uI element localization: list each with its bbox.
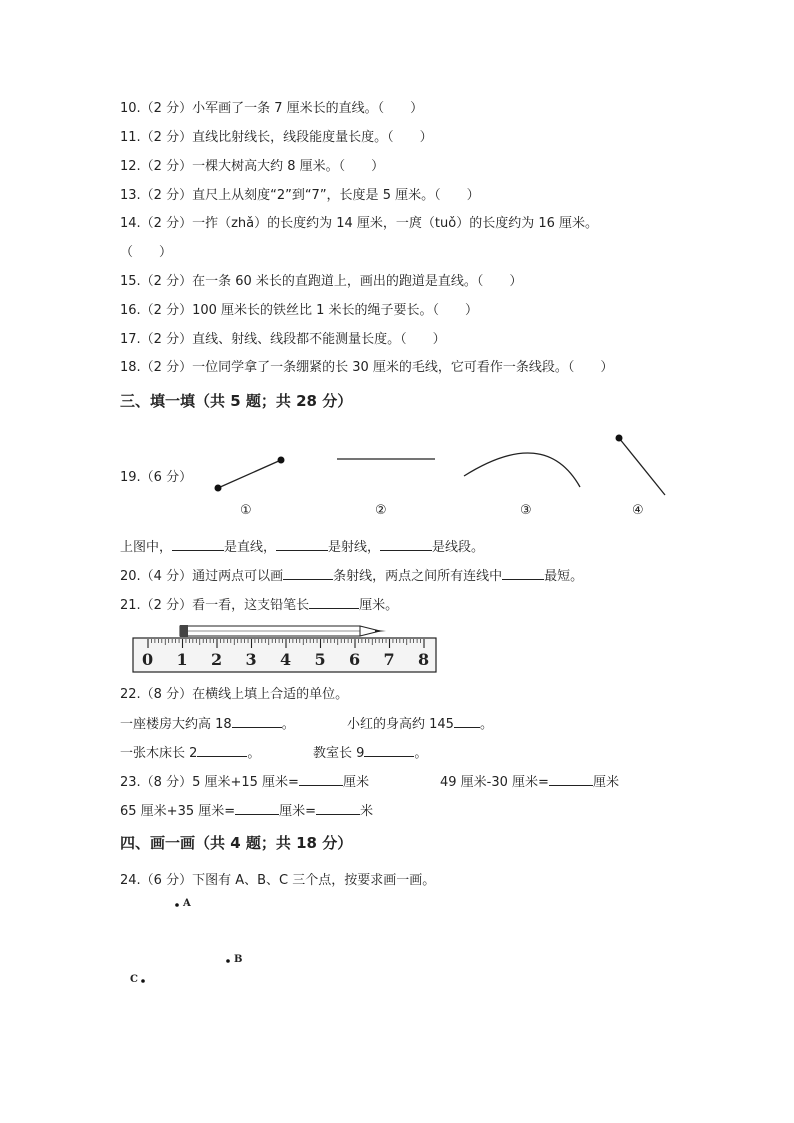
ruler-number-0: 0 xyxy=(142,650,154,669)
question-14: 14.（2 分）一拃（zhǎ）的长度约为 14 厘米，一庹（tuǒ）的长度约为 16 厘米。 xyxy=(120,216,599,231)
section-3-title: 三、填一填（共 5 题；共 28 分） xyxy=(120,392,353,410)
question-23-row-2: 65 厘米+35 厘米= 厘米= 米 xyxy=(120,801,373,821)
point-b-dot xyxy=(226,959,230,963)
blank-20-shortest[interactable] xyxy=(502,566,544,580)
blank-21-length[interactable] xyxy=(309,595,359,609)
figure-3-curve xyxy=(464,453,580,487)
question-22-row-2: 一张木床长 2 。 xyxy=(120,743,260,763)
ruler-number-3: 3 xyxy=(245,650,257,669)
ruler-number-6: 6 xyxy=(349,650,361,669)
question-16: 16.（2 分）100 厘米长的铁丝比 1 米长的绳子要长。（ ） xyxy=(120,303,479,318)
pencil-icon xyxy=(180,625,386,637)
question-23-row-1: 23.（8 分）5 厘米+15 厘米= 厘米 xyxy=(120,772,369,792)
ruler-number-4: 4 xyxy=(280,650,292,669)
ruler-number-2: 2 xyxy=(211,650,223,669)
question-22-title: 22.（8 分）在横线上填上合适的单位。 xyxy=(120,687,349,702)
blank-22-bed[interactable] xyxy=(197,743,247,757)
blank-23-a[interactable] xyxy=(299,772,343,786)
blank-23-c1[interactable] xyxy=(235,801,279,815)
blank-20-rays[interactable] xyxy=(283,566,333,580)
question-17: 17.（2 分）直线、射线、线段都不能测量长度。（ ） xyxy=(120,332,446,347)
ruler-number-5: 5 xyxy=(314,650,326,669)
point-c-label: C xyxy=(130,974,138,985)
ruler-number-1: 1 xyxy=(176,650,188,669)
section-4-title: 四、画一画（共 4 题；共 18 分） xyxy=(120,834,353,852)
question-24-title: 24.（6 分）下图有 A、B、C 三个点，按要求画一画。 xyxy=(120,873,436,888)
point-c-dot xyxy=(141,979,145,983)
blank-19-ray[interactable] xyxy=(276,537,328,551)
figure-1-segment xyxy=(215,457,285,492)
blank-22-building[interactable] xyxy=(232,714,282,728)
ruler-with-pencil xyxy=(132,623,438,675)
blank-22-height[interactable] xyxy=(454,714,480,728)
question-22-row-1: 一座楼房大约高 18 。 xyxy=(120,714,295,734)
point-a-label: A xyxy=(183,898,191,909)
question-19-fill: 上图中， 是直线， 是射线， 是线段。 xyxy=(120,537,484,557)
figure-4-label: ④ xyxy=(632,503,644,518)
question-19-label: 19.（6 分） xyxy=(120,470,193,485)
question-15: 15.（2 分）在一条 60 米长的直跑道上，画出的跑道是直线。（ ） xyxy=(120,274,523,289)
point-b-label: B xyxy=(234,954,243,965)
ruler-number-7: 7 xyxy=(383,650,395,669)
question-22-row-2b: 教室长 9 。 xyxy=(313,743,427,763)
ruler-number-8: 8 xyxy=(418,650,430,669)
question-10: 10.（2 分）小军画了一条 7 厘米长的直线。（ ） xyxy=(120,101,424,116)
question-12: 12.（2 分）一棵大树高大约 8 厘米。（ ） xyxy=(120,159,385,174)
blank-22-classroom[interactable] xyxy=(364,743,414,757)
figure-3-label: ③ xyxy=(520,503,532,518)
blank-23-c2[interactable] xyxy=(316,801,360,815)
question-18: 18.（2 分）一位同学拿了一条绷紧的长 30 厘米的毛线，它可看作一条线段。（ ） xyxy=(120,360,614,375)
question-22-row-1b: 小红的身高约 145 。 xyxy=(347,714,493,734)
blank-19-line[interactable] xyxy=(172,537,224,551)
point-a-dot xyxy=(175,903,179,907)
question-20: 20.（4 分）通过两点可以画 条射线，两点之间所有连线中 最短。 xyxy=(120,566,583,586)
question-13: 13.（2 分）直尺上从刻度“2”到“7”，长度是 5 厘米。（ ） xyxy=(120,188,480,203)
question-14-answer-bracket: （ ） xyxy=(120,245,173,260)
question-21: 21.（2 分）看一看，这支铅笔长 厘米。 xyxy=(120,595,398,615)
blank-23-b[interactable] xyxy=(549,772,593,786)
question-23-row-1b: 49 厘米-30 厘米= 厘米 xyxy=(440,772,619,792)
question-11: 11.（2 分）直线比射线长，线段能度量长度。（ ） xyxy=(120,130,433,145)
blank-19-segment[interactable] xyxy=(380,537,432,551)
figure-4-ray xyxy=(616,435,666,496)
figure-1-label: ① xyxy=(240,503,252,518)
figure-2-label: ② xyxy=(375,503,387,518)
